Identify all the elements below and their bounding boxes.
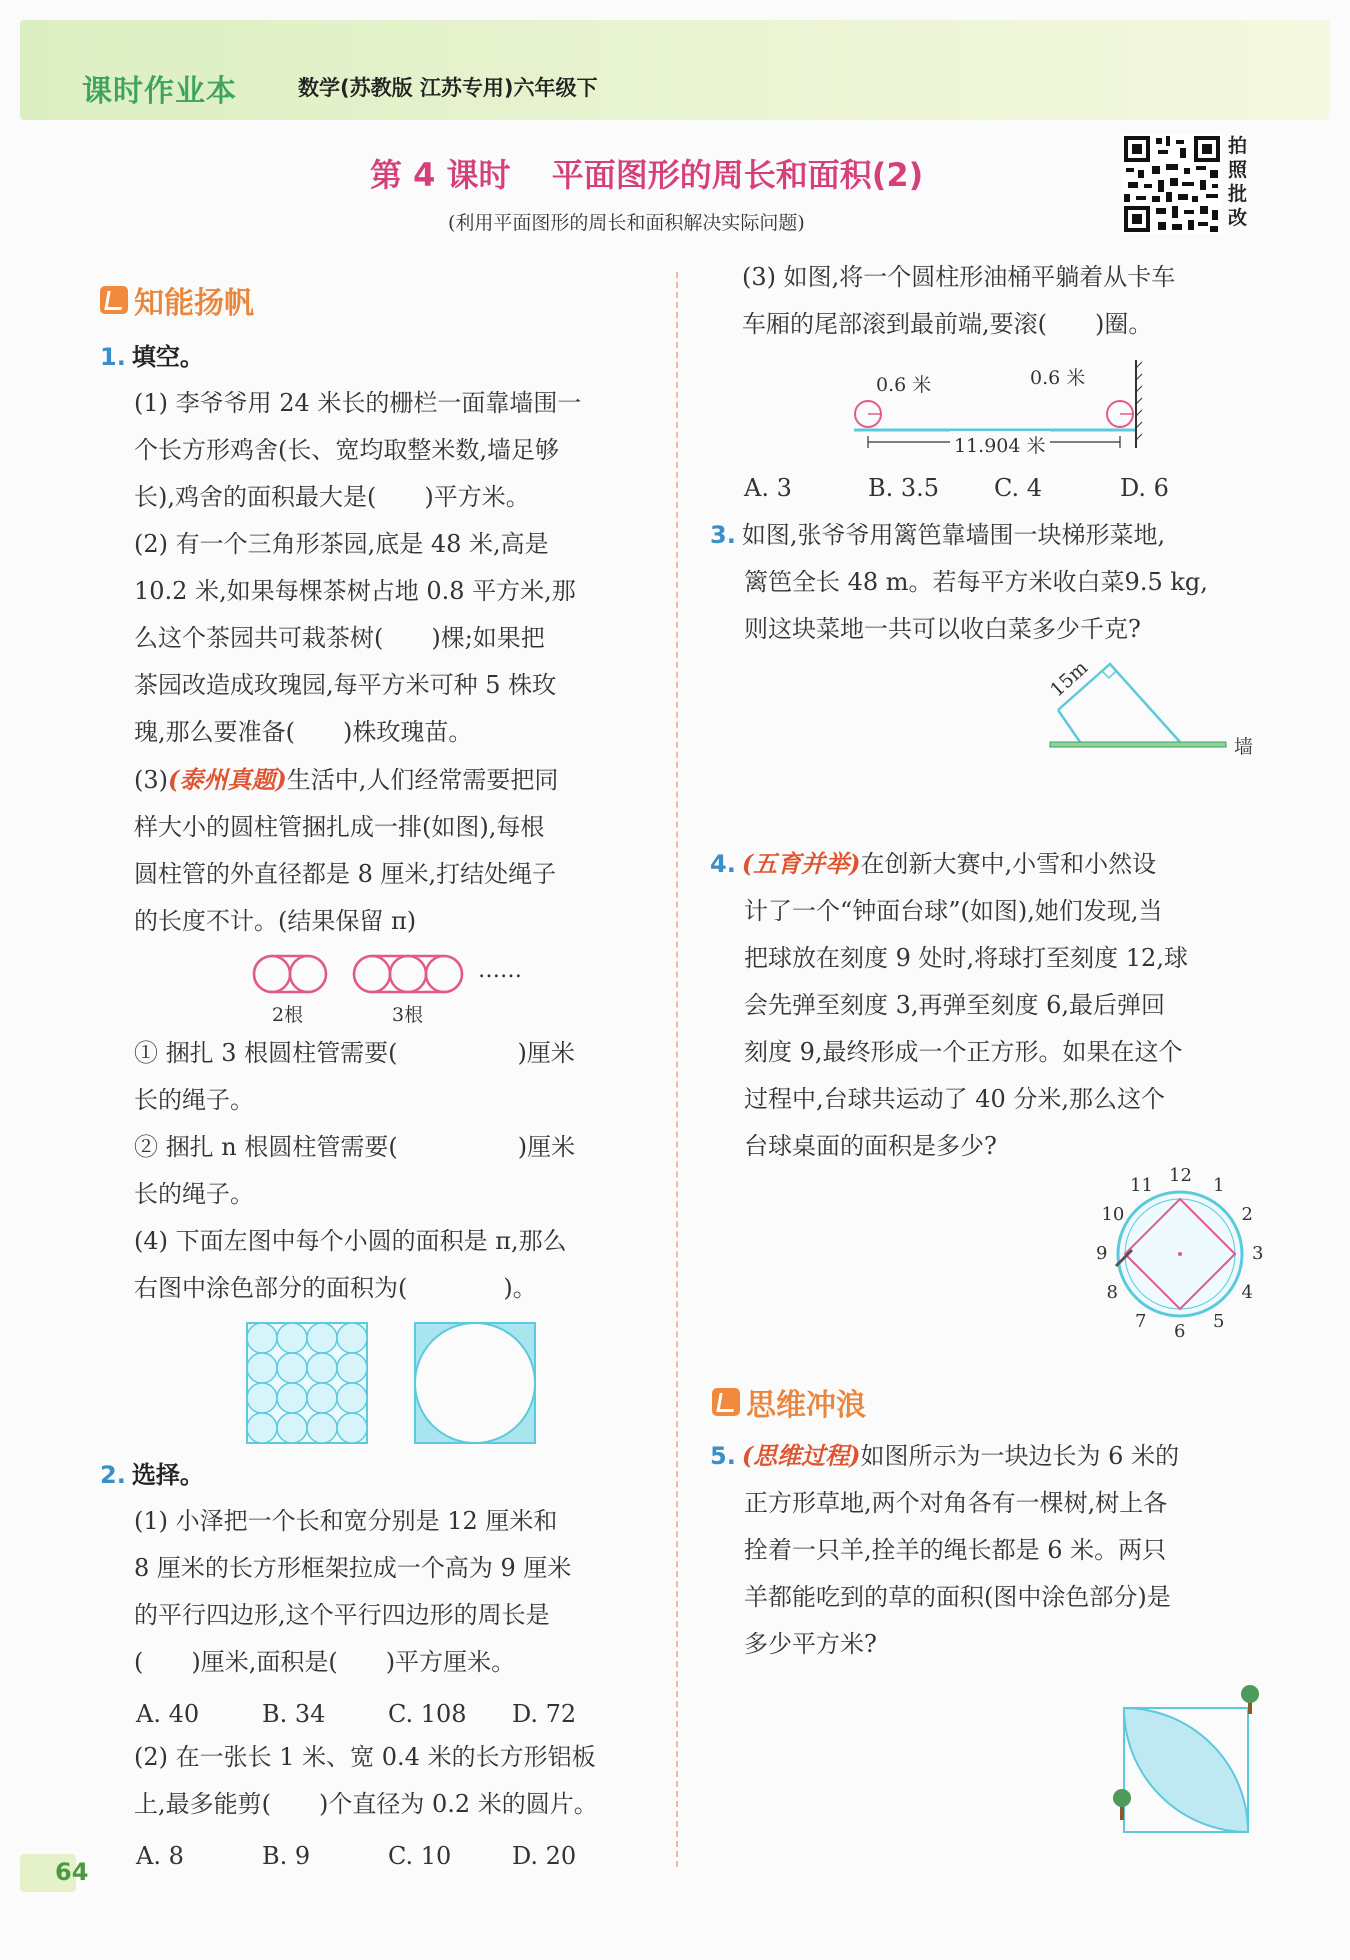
text-line: 篱笆全长 48 m。若每平方米收白菜9.5 kg, [744,568,1208,596]
q1-number: 1. [100,343,126,371]
option-a[interactable]: A. 40 [136,1700,200,1728]
qr-caption-char: 照 [1228,159,1248,181]
text-line: 则这块菜地一共可以收白菜多少千克? [744,615,1141,643]
source-tag: (思维过程) [741,1441,861,1470]
q4-number: 4. [710,850,736,878]
text-line: (2) 在一张长 1 米、宽 0.4 米的长方形铝板 [134,1743,596,1771]
q3 [710,512,1208,653]
text-line: (3) 如图,将一个圆柱形油桶平躺着从卡车 [742,263,1176,291]
column-divider [676,272,678,1867]
text-line: 如图,张爷爷用篱笆靠墙围一块梯形菜地, [741,521,1166,549]
text-line: 长),鸡舍的面积最大是( )平方米。 [134,483,530,511]
option-b[interactable]: B. 9 [262,1842,311,1870]
q2-heading [100,1452,204,1499]
text-line: 在创新大赛中,小雪和小然设 [860,850,1157,878]
option-c[interactable]: C. 10 [388,1842,452,1870]
clock-number: 6 [1174,1321,1186,1342]
square-lawn-figure [1112,1680,1262,1838]
text-line: 瑰,那么要准备( )株玫瑰苗。 [134,718,473,746]
clock-number: 11 [1130,1175,1153,1197]
lesson-number: 第 4 课时 [370,156,511,194]
q2-number: 2. [100,1461,126,1489]
text-line: (2) 有一个三角形茶园,底是 48 米,高是 [134,530,549,558]
clock-number: 12 [1169,1165,1192,1186]
q2-title: 选择。 [131,1461,204,1489]
q1-title: 填空。 [131,343,204,371]
source-tag: (五育并举) [741,849,861,878]
text-line: 车厢的尾部滚到最前端,要滚( )圈。 [742,310,1153,338]
figure-ellipsis: …… [478,958,522,983]
lesson-subtitle: (利用平面图形的周长和面积解决实际问题) [448,212,805,234]
q3-number: 3. [710,521,736,549]
section-siwei-label: 思维冲浪 [746,1388,866,1423]
text-line: 把球放在刻度 9 处时,将球打至刻度 12,球 [744,944,1188,972]
text-line: 如图所示为一块边长为 6 米的 [860,1442,1180,1470]
text-line: ② 捆扎 n 根圆柱管需要( )厘米 [134,1133,576,1161]
figure-label: 0.6 米 [876,374,932,396]
option-a[interactable]: A. 3 [744,474,792,502]
q1-heading [100,334,204,381]
clock-number: 10 [1101,1204,1125,1225]
qr-caption-char: 改 [1228,207,1248,229]
text-line: 正方形草地,两个对角各有一棵树,树上各 [744,1489,1168,1517]
section-zhineng-label: 知能扬帆 [134,286,254,321]
q1-part3b [134,1124,575,1218]
wave-icon [712,1388,740,1416]
text-line: 羊都能吃到的草的面积(图中涂色部分)是 [744,1583,1171,1611]
q4 [710,840,1188,1170]
text-line: 10.2 米,如果每棵茶树占地 0.8 平方米,那 [134,577,576,605]
text-line: (1) 小泽把一个长和宽分别是 12 厘米和 [134,1507,558,1535]
text-line: 过程中,台球共运动了 40 分米,那么这个 [744,1085,1166,1113]
option-c[interactable]: C. 4 [994,474,1043,502]
text-line: 多少平方米? [744,1630,877,1658]
figure-label: 2根 [272,1004,304,1026]
clock-number: 3 [1252,1243,1264,1264]
q1-part2 [134,521,576,756]
text-line: 样大小的圆柱管捆扎成一排(如图),每根 [134,813,545,841]
text-line: 茶园改造成玫瑰园,每平方米可种 5 株玫 [134,671,557,699]
clock-number: 7 [1135,1310,1147,1332]
q1-part1 [134,380,581,521]
wall-label: 墙 [1234,736,1254,758]
text-line: 8 厘米的长方形框架拉成一个高为 9 厘米 [134,1554,572,1582]
text-line: 的长度不计。(结果保留 π) [134,907,417,935]
book-info: 数学(苏教版 江苏专用)六年级下 [298,76,598,100]
q2-part2 [134,1734,598,1828]
page-number: 64 [55,1858,89,1886]
q5-number: 5. [710,1442,736,1470]
source-tag: (泰州真题) [168,765,287,794]
text-line: 圆柱管的外直径都是 8 厘米,打结处绳子 [134,860,557,888]
text-line: 计了一个“钟面台球”(如图),她们发现,当 [744,897,1163,925]
q1-part3-barrel [742,254,1175,348]
text-line: 台球桌面的面积是多少? [744,1132,997,1160]
text-line: (1) 李爷爷用 24 米长的栅栏一面靠墙围一 [134,389,582,417]
section-zhineng [100,278,254,322]
option-c[interactable]: C. 108 [388,1700,467,1728]
figure-label: 3根 [392,1004,424,1026]
text-line: 的平行四边形,这个平行四边形的周长是 [134,1601,550,1629]
q5 [710,1432,1179,1668]
sail-icon [100,286,128,314]
q1-part4 [134,1218,567,1312]
text-line: 长的绳子。 [134,1086,254,1114]
figure-label: 11.904 米 [950,431,1050,458]
clock-number: 9 [1096,1243,1108,1264]
part-number: (3) [134,766,168,794]
q1-part3a [134,1030,575,1124]
brand-title: 课时作业本 [82,74,237,109]
q2-part1 [134,1498,571,1686]
option-d[interactable]: D. 6 [1120,474,1169,502]
clock-number: 2 [1241,1204,1253,1225]
text-line: 个长方形鸡舍(长、宽均取整米数,墙足够 [134,436,559,464]
circles-grid-figure [246,1322,536,1444]
option-a[interactable]: A. 8 [136,1842,184,1870]
text-line: 刻度 9,最终形成一个正方形。如果在这个 [744,1038,1183,1066]
text-line: 生活中,人们经常需要把同 [286,766,559,794]
section-siwei [712,1380,866,1424]
clock-number: 4 [1241,1282,1253,1303]
option-b[interactable]: B. 3.5 [868,474,940,502]
figure-label: 15m [1046,656,1093,702]
lesson-name: 平面图形的周长和面积(2) [551,156,924,194]
option-d[interactable]: D. 72 [512,1700,577,1728]
text-line: 长的绳子。 [134,1180,254,1208]
text-line: 右图中涂色部分的面积为( )。 [134,1274,537,1302]
text-line: 拴着一只羊,拴羊的绳长都是 6 米。两只 [744,1536,1167,1564]
clock-billiard-figure [1096,1170,1264,1338]
text-line: 会先弹至刻度 3,再弹至刻度 6,最后弹回 [744,991,1166,1019]
qr-caption [1228,134,1254,230]
text-line: ① 捆扎 3 根圆柱管需要( )厘米 [134,1039,575,1067]
clock-number: 5 [1213,1310,1225,1332]
lesson-title [370,150,923,196]
qr-caption-char: 批 [1228,183,1248,205]
text-line: (4) 下面左图中每个小圆的面积是 π,那么 [134,1227,567,1255]
figure-label: 0.6 米 [1030,367,1086,389]
clock-number: 8 [1106,1282,1118,1303]
option-b[interactable]: B. 34 [262,1700,326,1728]
text-line: 上,最多能剪( )个直径为 0.2 米的圆片。 [134,1790,598,1818]
option-d[interactable]: D. 20 [512,1842,577,1870]
qr-code-icon[interactable] [1122,134,1222,234]
text-line: ( )厘米,面积是( )平方厘米。 [134,1648,516,1676]
q1-part3 [134,756,558,945]
qr-caption-char: 拍 [1228,135,1248,157]
clock-number: 1 [1213,1175,1225,1197]
text-line: 么这个茶园共可栽茶树( )棵;如果把 [134,624,545,652]
